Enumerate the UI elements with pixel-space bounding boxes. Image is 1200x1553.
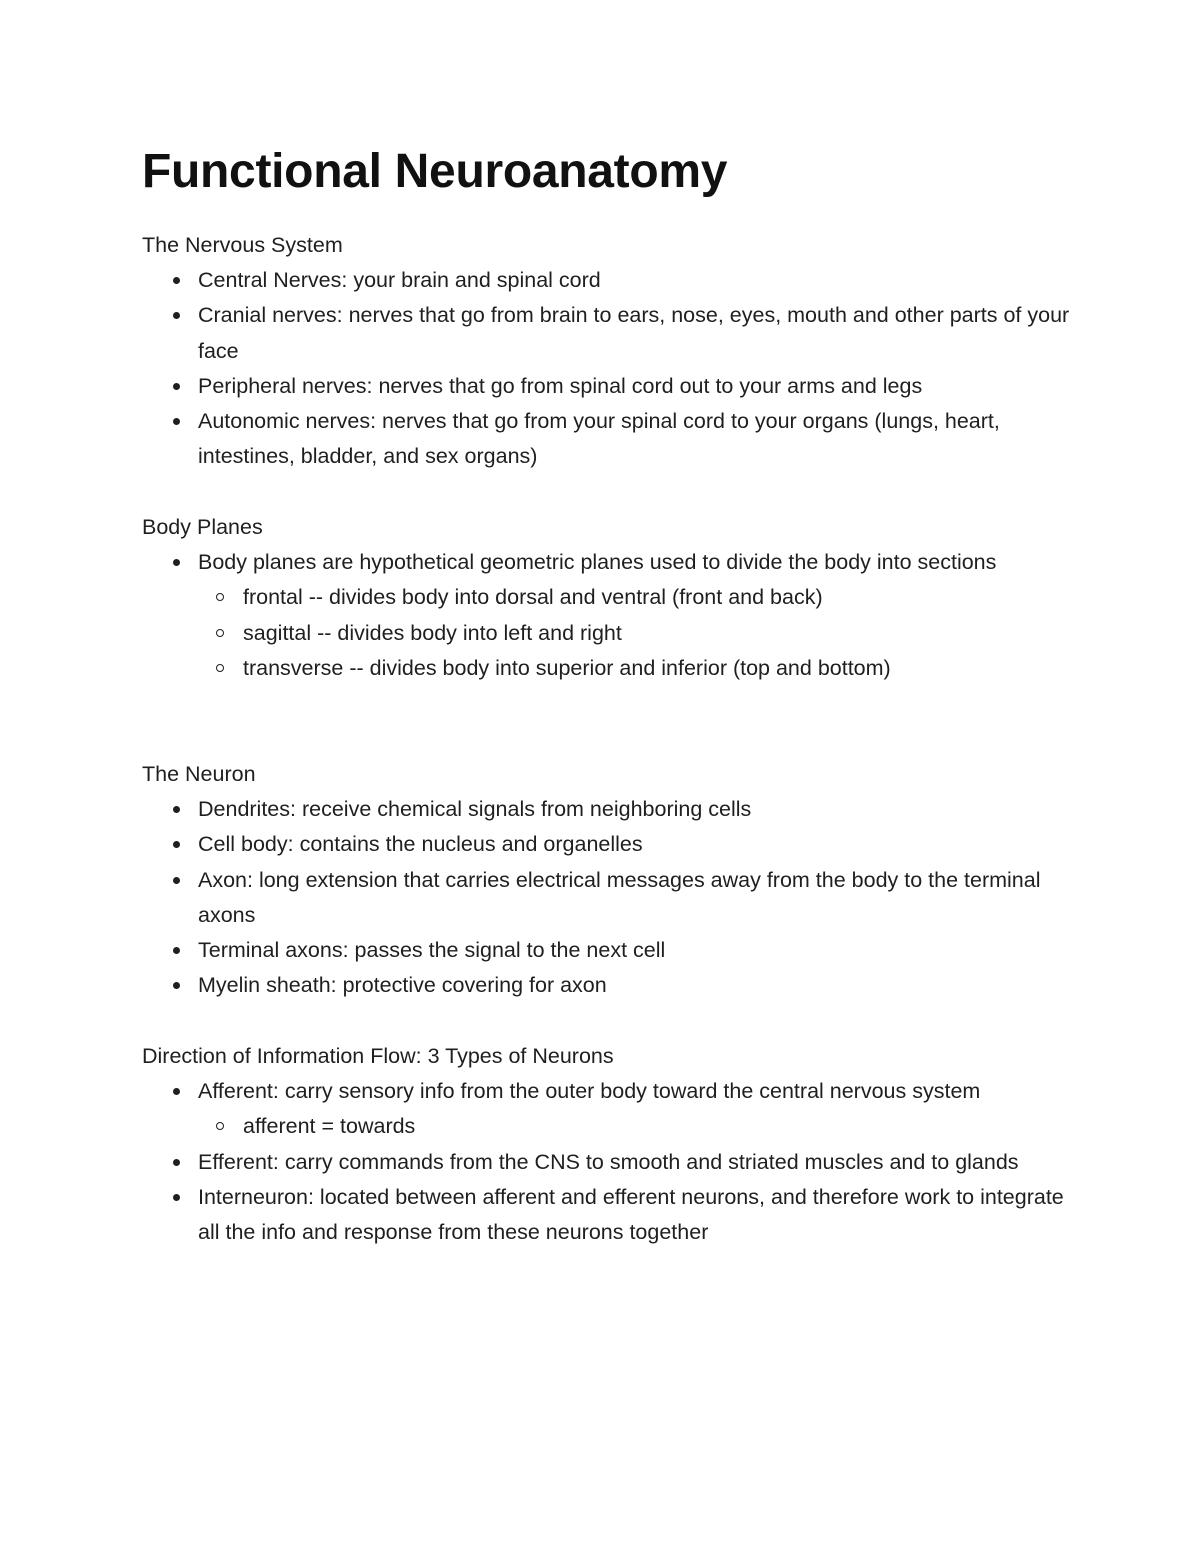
bullet-icon bbox=[173, 947, 180, 954]
bullet-list bbox=[142, 792, 1072, 1004]
sub-list-item-text: frontal -- divides body into dorsal and ventral (front and back) bbox=[243, 585, 823, 610]
page-title: Functional Neuroanatomy bbox=[142, 145, 728, 198]
sub-list-item-text: afferent = towards bbox=[243, 1114, 416, 1139]
list-item-text: Axon: long extension that carries electrical messages away from the body to the terminal axons bbox=[198, 867, 1041, 927]
list-item-text: Cell body: contains the nucleus and organelles bbox=[198, 832, 643, 857]
sub-list-item bbox=[198, 580, 1072, 615]
list-item bbox=[142, 545, 1072, 686]
sub-list-item bbox=[198, 651, 1072, 686]
bullet-icon bbox=[173, 982, 180, 989]
hollow-bullet-icon bbox=[216, 629, 224, 637]
bullet-icon bbox=[173, 877, 180, 884]
bullet-list bbox=[142, 263, 1072, 475]
list-item bbox=[142, 792, 1072, 827]
list-item-text: Peripheral nerves: nerves that go from spinal cord out to your arms and legs bbox=[198, 373, 923, 398]
section-the-neuron bbox=[142, 757, 1072, 1004]
section-information-flow bbox=[142, 1039, 1072, 1250]
list-item-text: Central Nerves: your brain and spinal cord bbox=[198, 268, 601, 292]
list-item bbox=[142, 863, 1072, 934]
bullet-icon bbox=[173, 1088, 180, 1095]
sub-list-item bbox=[198, 616, 1072, 651]
list-item-text: Efferent: carry commands from the CNS to smooth and striated muscles and to glands bbox=[198, 1149, 1019, 1174]
hollow-bullet-icon bbox=[216, 1122, 224, 1130]
list-item bbox=[142, 404, 1072, 475]
list-item-text: Afferent: carry sensory info from the outer body toward the central nervous system bbox=[198, 1079, 981, 1103]
bullet-icon bbox=[173, 1194, 180, 1201]
bullet-list bbox=[142, 545, 1072, 686]
list-item bbox=[142, 298, 1072, 369]
bullet-icon bbox=[173, 418, 180, 425]
list-item-text: Myelin sheath: protective covering for axon bbox=[198, 973, 607, 998]
section-heading: The Neuron bbox=[142, 762, 256, 786]
bullet-icon bbox=[173, 383, 180, 390]
hollow-bullet-icon bbox=[216, 664, 224, 672]
bullet-icon bbox=[173, 1159, 180, 1166]
list-item-text: Interneuron: located between afferent and efferent neurons, and therefore work to integrate all the info and response from these neurons together bbox=[198, 1184, 1064, 1245]
section-heading: Body Planes bbox=[142, 515, 263, 539]
list-item bbox=[142, 1145, 1072, 1180]
bullet-icon bbox=[173, 841, 180, 848]
section-nervous-system bbox=[142, 228, 1072, 475]
section-heading: The Nervous System bbox=[142, 233, 343, 257]
list-item-text: Cranial nerves: nerves that go from brain to ears, nose, eyes, mouth and other parts of your face bbox=[198, 303, 1070, 363]
hollow-bullet-icon bbox=[216, 593, 224, 601]
bullet-icon bbox=[173, 277, 180, 284]
sub-list-item-text: transverse -- divides body into superior and inferior (top and bottom) bbox=[243, 655, 891, 680]
section-body-planes bbox=[142, 510, 1072, 686]
sub-list-item-text: sagittal -- divides body into left and right bbox=[243, 620, 622, 645]
bullet-icon bbox=[173, 806, 180, 813]
list-item-text: Autonomic nerves: nerves that go from your spinal cord to your organs (lungs, heart, intestines, bladder, and sex organs) bbox=[198, 409, 1000, 469]
sub-bullet-list bbox=[198, 1109, 1072, 1144]
list-item bbox=[142, 1074, 1072, 1145]
list-item bbox=[142, 263, 1072, 298]
list-item bbox=[142, 968, 1072, 1003]
bullet-icon bbox=[173, 312, 180, 319]
list-item bbox=[142, 369, 1072, 404]
list-item-text: Dendrites: receive chemical signals from neighboring cells bbox=[198, 797, 752, 821]
bullet-list bbox=[142, 1074, 1072, 1250]
sub-list-item bbox=[198, 1109, 1072, 1144]
list-item bbox=[142, 1180, 1072, 1251]
list-item-text: Terminal axons: passes the signal to the next cell bbox=[198, 938, 666, 963]
list-item bbox=[142, 933, 1072, 968]
section-heading: Direction of Information Flow: 3 Types of Neurons bbox=[142, 1044, 614, 1068]
sub-bullet-list bbox=[198, 580, 1072, 686]
list-item-text: Body planes are hypothetical geometric planes used to divide the body into sections bbox=[198, 550, 997, 574]
list-item bbox=[142, 827, 1072, 862]
bullet-icon bbox=[173, 559, 180, 566]
